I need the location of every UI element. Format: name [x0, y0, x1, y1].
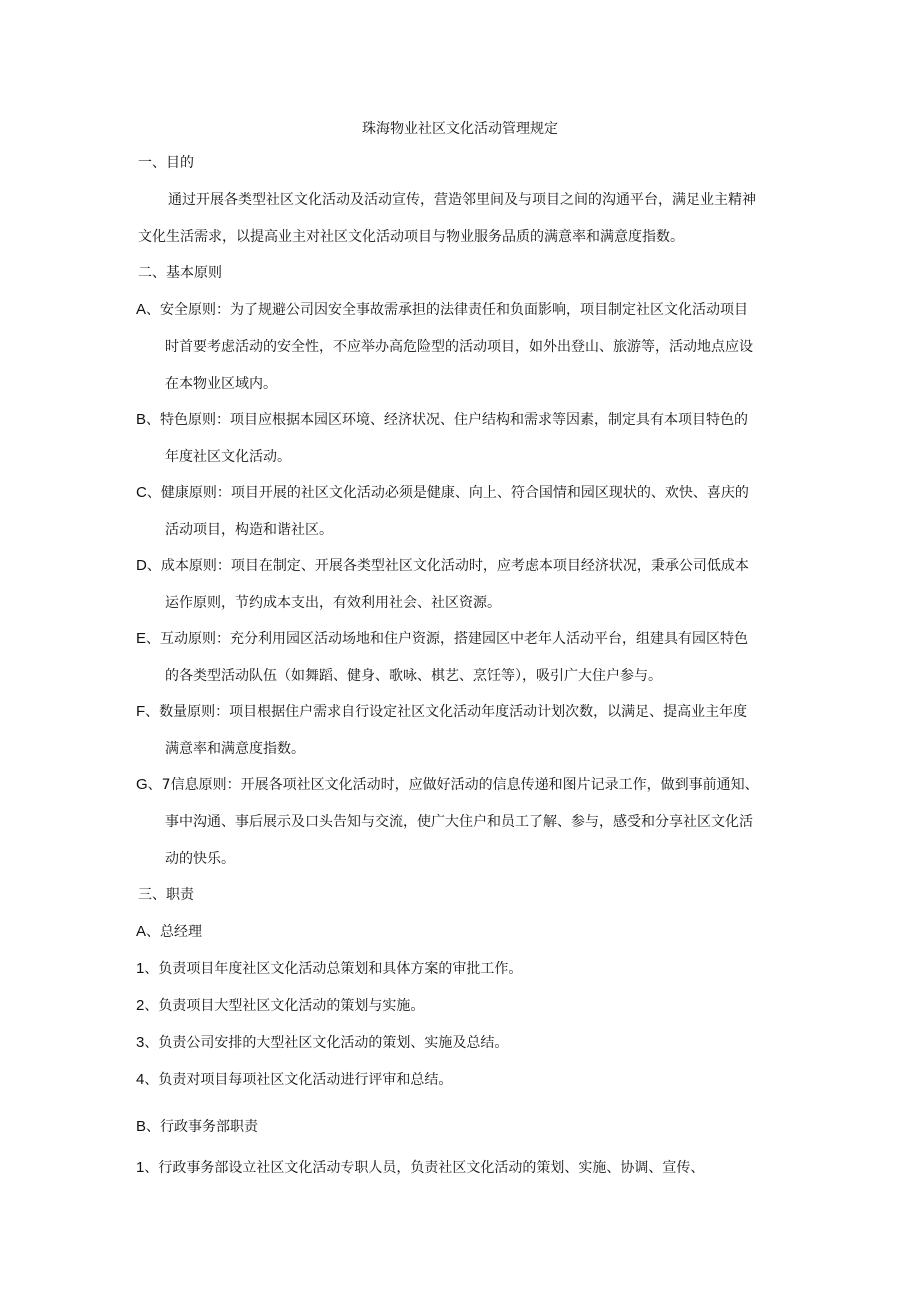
principle-item-quantity — [136, 702, 747, 722]
principle-item-cost — [136, 556, 749, 576]
item-continuation-line: 动的快乐。 — [165, 851, 235, 867]
section-heading-duties: 三、职责 — [138, 887, 194, 903]
item-continuation-line: 年度社区文化活动。 — [165, 449, 291, 465]
principle-item-feature — [136, 410, 748, 430]
item-continuation-line: 时首要考虑活动的安全性，不应举办高危险型的活动项目，如外出登山、旅游等，活动地点应设 — [165, 339, 753, 355]
principle-item-health — [136, 483, 749, 503]
item-number: 4 — [136, 1071, 145, 1088]
item-continuation-line: 的各类型活动队伍（如舞蹈、健身、歌咏、棋艺、烹饪等），吸引广大住户参与。 — [165, 668, 662, 684]
item-number: 2 — [136, 997, 145, 1014]
duty-list-item — [136, 1070, 452, 1090]
duty-group-admin — [136, 1117, 258, 1137]
duty-list-item — [136, 1033, 508, 1053]
group-label: A — [136, 923, 147, 940]
item-text: 、互动原则：充分利用园区活动场地和住户资源，搭建园区中老年人活动平台，组建具有园区特色 — [146, 631, 749, 647]
principle-item-safety — [136, 300, 748, 320]
item-text: 、安全原则：为了规避公司因安全事故需承担的法律责任和负面影响，项目制定社区文化活动项目 — [146, 302, 749, 318]
item-text: 、数量原则：项目根据住户需求自行设定社区文化活动年度活动计划次数，以满足、提高业主年度 — [145, 704, 748, 720]
duty-list-item — [136, 959, 522, 979]
item-text: 、负责项目大型社区文化活动的策划与实施。 — [144, 998, 425, 1014]
purpose-paragraph-line: 文化生活需求，以提高业主对社区文化活动项目与物业服务品质的满意率和满意度指数。 — [138, 229, 684, 245]
item-continuation-line: 满意率和满意度指数。 — [165, 741, 305, 757]
item-label: C — [136, 484, 147, 501]
item-text: 、7信息原则：开展各项社区文化活动时，应做好活动的信息传递和图片记录工作，做到事前通知、 — [147, 777, 759, 793]
item-text: 、健康原则：项目开展的社区文化活动必须是健康、向上、符合国情和园区现状的、欢快、喜庆的 — [146, 485, 749, 501]
section-heading-purpose: 一、目的 — [138, 155, 194, 171]
section-heading-principles: 二、基本原则 — [138, 265, 222, 281]
item-text: 、行政事务部设立社区文化活动专职人员，负责社区文化活动的策划、实施、协调、宣传、 — [144, 1160, 705, 1176]
document-title: 珠海物业社区文化活动管理规定 — [362, 121, 558, 137]
item-text: 、成本原则：项目在制定、开展各类型社区文化活动时，应考虑本项目经济状况，秉承公司低成本 — [146, 558, 749, 574]
item-number: 1 — [136, 1159, 145, 1176]
group-title: 、总经理 — [146, 924, 203, 940]
principle-item-interaction — [136, 629, 748, 649]
item-continuation-line: 在本物业区域内。 — [165, 376, 277, 392]
item-number: 3 — [136, 1034, 145, 1051]
item-label: E — [136, 630, 147, 647]
item-continuation-line: 事中沟通、事后展示及口头告知与交流，使广大住户和员工了解、参与，感受和分享社区文化活 — [165, 814, 753, 830]
item-continuation-line: 活动项目，构造和谐社区。 — [165, 522, 333, 538]
duty-group-general-manager — [136, 922, 202, 942]
item-text: 、负责公司安排的大型社区文化活动的策划、实施及总结。 — [144, 1035, 509, 1051]
group-label: B — [136, 1118, 147, 1135]
duty-list-item — [136, 996, 424, 1016]
item-continuation-line: 运作原则，节约成本支出，有效利用社会、社区资源。 — [165, 595, 501, 611]
item-label: G — [136, 776, 148, 793]
item-text: 、负责项目年度社区文化活动总策划和具体方案的审批工作。 — [144, 961, 523, 977]
item-label: B — [136, 411, 147, 428]
item-label: D — [136, 557, 147, 574]
item-label: A — [136, 301, 147, 318]
group-title: 、行政事务部职责 — [146, 1119, 259, 1135]
item-number: 1 — [136, 960, 145, 977]
duty-list-item — [136, 1158, 704, 1178]
item-label: F — [136, 703, 146, 720]
purpose-paragraph-line: 通过开展各类型社区文化活动及活动宣传，营造邻里间及与项目之间的沟通平台，满足业主精神 — [168, 192, 756, 208]
item-text: 、特色原则：项目应根据本园区环境、经济状况、住户结构和需求等因素，制定具有本项目特色的 — [146, 412, 749, 428]
item-text: 、负责对项目每项社区文化活动进行评审和总结。 — [144, 1072, 453, 1088]
principle-item-information — [136, 775, 759, 795]
